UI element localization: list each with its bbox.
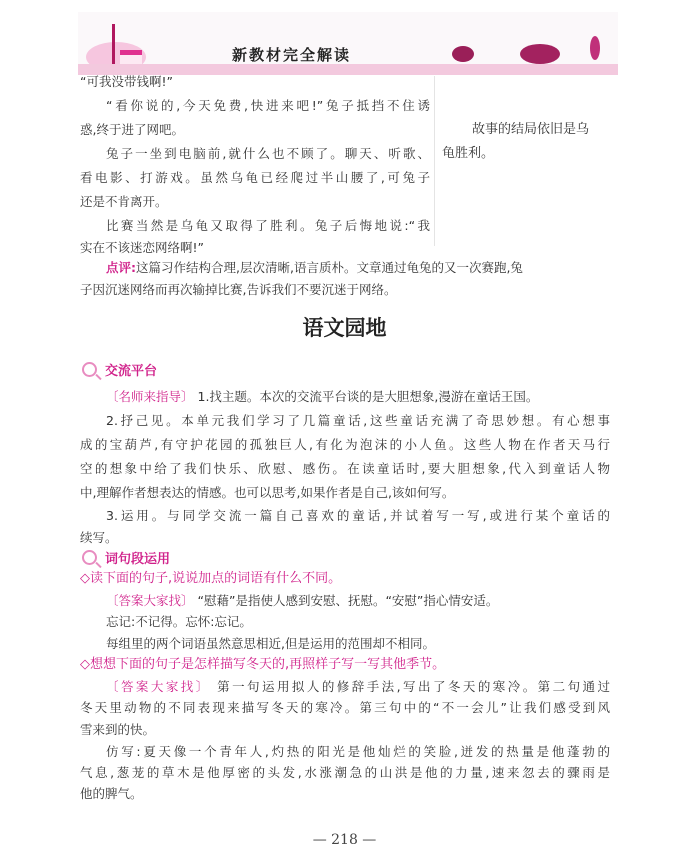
answer-label: 〔答案大家找〕 xyxy=(106,593,194,608)
exchange-line: 空的想象中给了我们快乐、欣慰、感伤。在读童话时,要大胆想象,代入到童话人物 xyxy=(80,461,610,476)
exchange-line: 续写。 xyxy=(80,530,118,545)
story-line: “看你说的,今天免费,快进来吧!”兔子抵挡不住诱 xyxy=(106,98,430,113)
header-title: 新教材完全解读 xyxy=(232,46,352,64)
magnifier-icon xyxy=(82,362,97,377)
answer-text: “慰藉”是指使人感到安慰、抚慰。“安慰”指心情安适。 xyxy=(197,593,499,608)
heading-text: 词句段运用 xyxy=(105,552,171,567)
flower-decoration xyxy=(520,44,560,64)
story-line: “可我没带钱啊!” xyxy=(80,74,173,89)
exchange-line: 中,理解作者想表达的情感。也可以思考,如果作者是自己,该如何写。 xyxy=(80,485,455,500)
answer-line: 雪来到的快。 xyxy=(80,722,156,737)
magnifier-icon xyxy=(82,550,97,565)
words-heading xyxy=(82,550,170,568)
comment-line: 子因沉迷网络而再次输掉比赛,告诉我们不要沉迷于网络。 xyxy=(80,282,397,297)
answer-line: 忘记:不记得。忘怀:忘记。 xyxy=(106,614,252,629)
question-2: ◇想想下面的句子是怎样描写冬天的,再照样子写一写其他季节。 xyxy=(80,657,446,672)
answer-line xyxy=(106,679,610,695)
comment-line xyxy=(106,260,523,276)
heading-text: 交流平台 xyxy=(105,364,158,379)
question-1: ◇读下面的句子,说说加点的词语有什么不同。 xyxy=(80,571,342,586)
answer-line: 仿写:夏天像一个青年人,灼热的阳光是他灿烂的笑脸,迸发的热量是他蓬勃的 xyxy=(106,744,610,759)
comment-label: 点评: xyxy=(106,260,136,275)
exchange-line xyxy=(106,389,538,405)
exchange-line: 2.抒己见。本单元我们学习了几篇童话,这些童话充满了奇思妙想。有心想事 xyxy=(106,413,610,428)
story-line: 看电影、打游戏。虽然乌龟已经爬过半山腰了,可兔子 xyxy=(80,170,430,185)
flower-decoration xyxy=(590,36,600,60)
story-line: 比赛当然是乌龟又取得了胜利。兔子后悔地说:“我 xyxy=(106,218,430,233)
column-divider xyxy=(434,76,435,246)
side-note: 龟胜利。 xyxy=(442,146,495,161)
exchange-line: 成的宝葫芦,有守护花园的孤独巨人,有化为泡沫的小人鱼。这些人物在作者天马行 xyxy=(80,437,610,452)
answer-text: 第一句运用拟人的修辞手法,写出了冬天的寒冷。第二句通过 xyxy=(217,679,610,694)
answer-line: 冬天里动物的不同表现来描写冬天的寒冷。第三句中的“不一会儿”让我们感受到风 xyxy=(80,700,610,715)
exchange-text: 1.找主题。本次的交流平台谈的是大胆想象,漫游在童话王国。 xyxy=(197,389,539,404)
answer-line xyxy=(106,593,498,609)
flower-decoration xyxy=(452,46,474,62)
answer-line: 气息,葱茏的草木是他厚密的头发,水涨潮急的山洪是他的力量,速来忽去的骤雨是 xyxy=(80,765,610,780)
side-note: 故事的结局依旧是乌 xyxy=(472,122,590,137)
tree-decoration xyxy=(112,24,115,64)
answer-label: 〔答案大家找〕 xyxy=(106,679,211,694)
story-line: 兔子一坐到电脑前,就什么也不顾了。聊天、听歌、 xyxy=(106,146,430,161)
exchange-heading xyxy=(82,362,157,380)
teacher-guide-label: 〔名师来指导〕 xyxy=(106,389,194,404)
story-line: 惑,终于进了网吧。 xyxy=(80,122,184,137)
story-line: 还是不肯离开。 xyxy=(80,194,168,209)
story-line: 实在不该迷恋网络啊!” xyxy=(80,240,204,255)
comment-text: 这篇习作结构合理,层次清晰,语言质朴。文章通过龟兔的又一次赛跑,兔 xyxy=(136,260,523,275)
page-number: — 218 — xyxy=(312,832,377,848)
exchange-line: 3.运用。与同学交流一篇自己喜欢的童话,并试着写一写,或进行某个童话的 xyxy=(106,508,610,523)
section-title: 语文园地 xyxy=(302,315,387,340)
answer-line: 每组里的两个词语虽然意思相近,但是运用的范围却不相同。 xyxy=(106,636,435,651)
answer-line: 他的脾气。 xyxy=(80,786,143,801)
